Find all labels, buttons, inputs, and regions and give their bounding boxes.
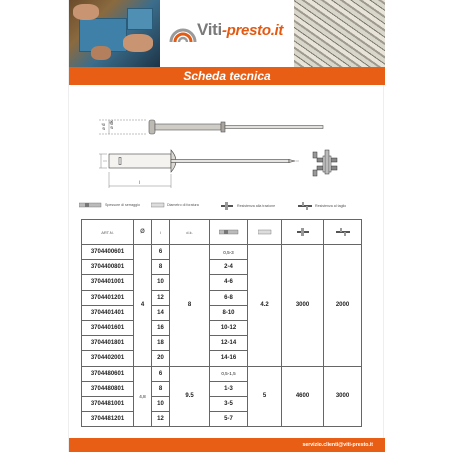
grip-range-icon xyxy=(219,229,239,235)
legend-item-grip: Spessore di serraggio xyxy=(79,202,140,208)
table-row: 3704401001 10 4-6 xyxy=(82,275,362,290)
dim-dk-top-label: ø dk xyxy=(109,120,114,129)
tensile-strength-icon xyxy=(219,202,235,210)
table-row: 3704401201 12 6-8 xyxy=(82,290,362,305)
table-row: 3704481201 12 5-7 xyxy=(82,412,362,427)
group1-hole: 4.2 xyxy=(248,245,282,367)
table-header-row xyxy=(82,220,362,245)
table-row: 3704400801 8 2-4 xyxy=(82,260,362,275)
shear-strength-icon xyxy=(297,202,313,210)
tools-photo xyxy=(69,0,160,67)
header-l: l xyxy=(152,220,170,245)
group2-d: 4,8 xyxy=(134,366,152,427)
rivet-installed-detail xyxy=(313,150,337,176)
group1-tensile: 3000 xyxy=(282,245,324,367)
group2-hole: 5 xyxy=(248,366,282,427)
header-shear xyxy=(324,220,362,245)
shear-strength-icon xyxy=(335,228,351,236)
brand-main: Viti xyxy=(197,20,222,39)
header-grip xyxy=(210,220,248,245)
hole-diameter-icon xyxy=(258,229,272,235)
header-tensile xyxy=(282,220,324,245)
screws-photo xyxy=(294,0,385,67)
header-code: ART.N. xyxy=(82,220,134,245)
legend xyxy=(79,200,379,214)
group1-d: 4 xyxy=(134,245,152,367)
header-hole xyxy=(248,220,282,245)
legend-item-shear: Resistenza al taglio xyxy=(297,202,346,210)
table-row: 3704401401 14 8-10 xyxy=(82,305,362,320)
legend-item-tensile: Resistenza alla trazione xyxy=(219,202,275,210)
table-row: 3704401801 18 12-14 xyxy=(82,336,362,351)
dim-l-label: l xyxy=(139,180,140,185)
header-dk: d.k. xyxy=(170,220,210,245)
group2-dk: 9.5 xyxy=(170,366,210,427)
group1-shear: 2000 xyxy=(324,245,362,367)
brand-suffix: -presto.it xyxy=(221,22,284,39)
table-row: 3704400601 4 6 8 0,5-3 4.2 3000 2000 xyxy=(82,245,362,260)
group1-dk: 8 xyxy=(170,245,210,367)
logo-arc-icon xyxy=(169,18,197,44)
table-row: 3704481001 10 3-5 xyxy=(82,396,362,411)
group2-tensile: 4600 xyxy=(282,366,324,427)
tensile-strength-icon xyxy=(295,228,311,236)
legend-item-hole: Diametro di foratura xyxy=(151,202,199,208)
brand-logo xyxy=(169,14,287,50)
grip-range-icon xyxy=(79,202,103,208)
rivet-technical-drawing xyxy=(69,100,385,200)
spec-table xyxy=(81,219,362,427)
rivet-cross-section xyxy=(103,150,299,172)
page-title: Scheda tecnica xyxy=(69,67,385,85)
dim-d-top-label: ø d xyxy=(101,123,106,130)
footer xyxy=(69,438,385,452)
header xyxy=(69,0,385,83)
table-row: 3704480601 4,8 6 9.5 0,5-1,5 5 4600 3000 xyxy=(82,366,362,381)
datasheet-page xyxy=(68,0,384,452)
footer-email[interactable]: servizio.clienti@viti-presto.it xyxy=(302,442,373,448)
table-row: 3704480801 8 1-3 xyxy=(82,381,362,396)
header-d: Ø xyxy=(134,220,152,245)
group2-shear: 3000 xyxy=(324,366,362,427)
hole-diameter-icon xyxy=(151,202,165,208)
table-row: 3704402001 20 14-16 xyxy=(82,351,362,366)
rivet-side-view xyxy=(149,120,323,134)
table-row: 3704401601 16 10-12 xyxy=(82,320,362,335)
